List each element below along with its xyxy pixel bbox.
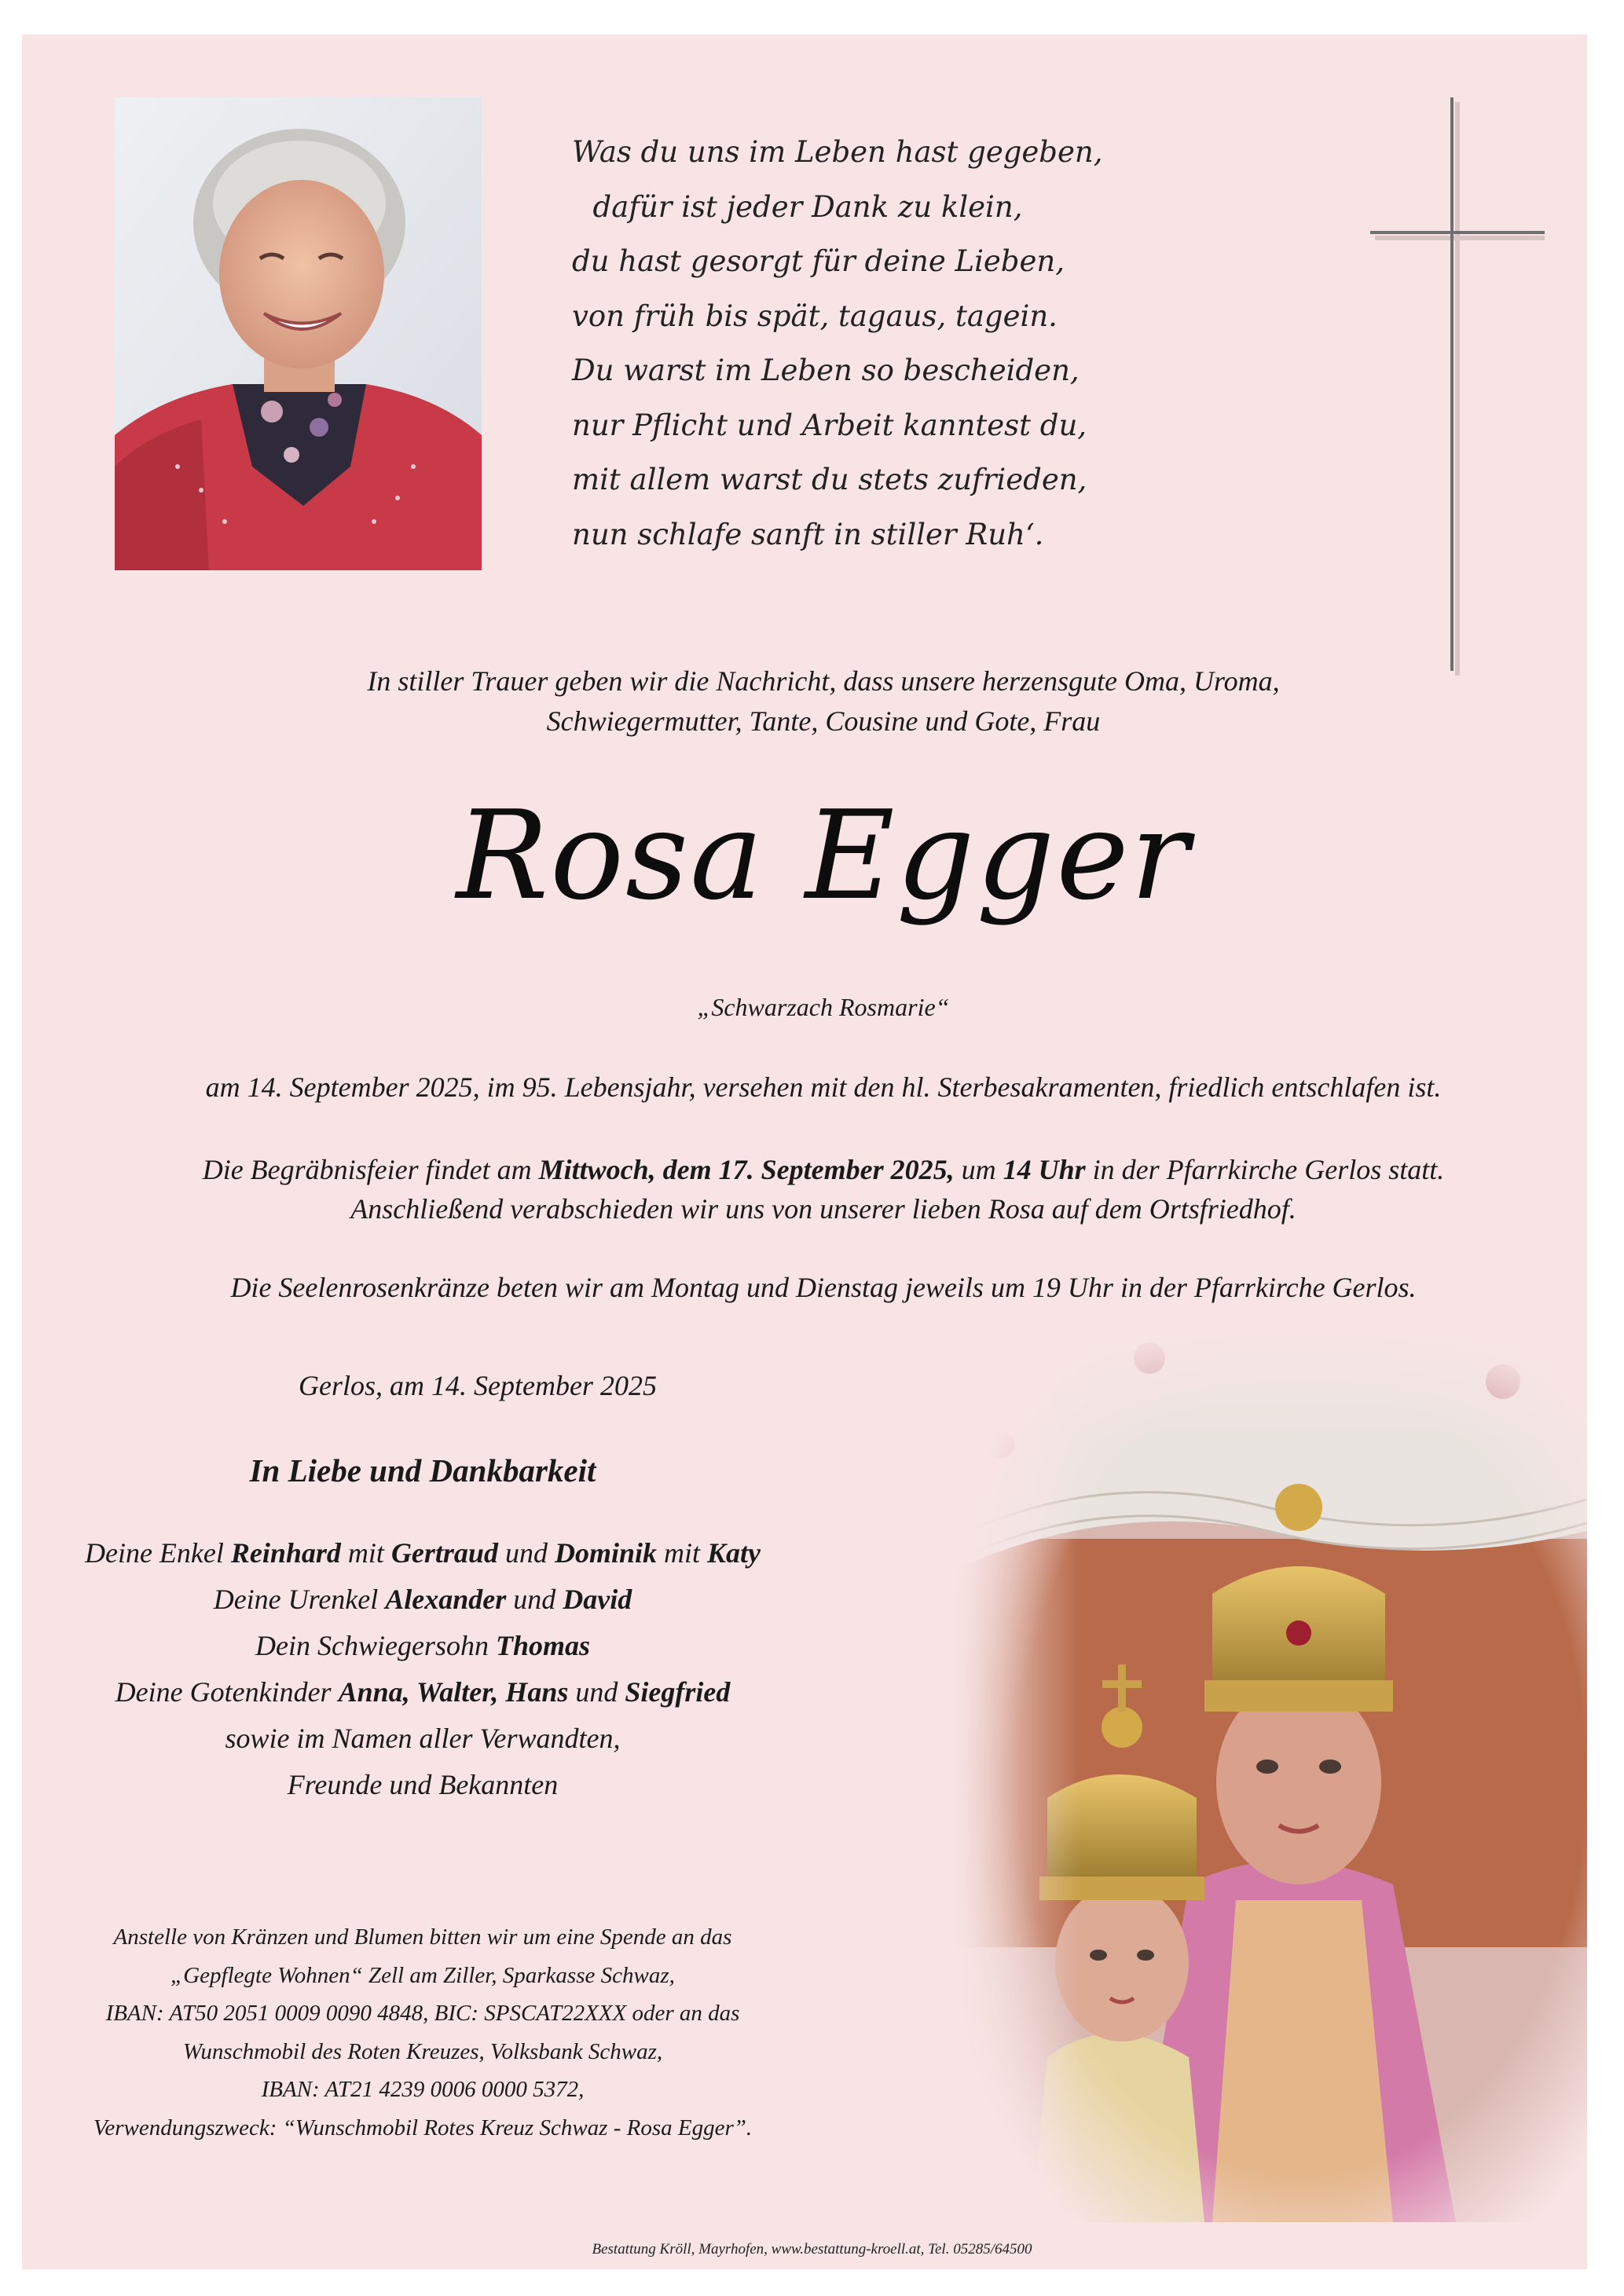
funeral-home-footer: Bestattung Kröll, Mayrhofen, www.bestattung-kroell.at, Tel. 05285/64500 [592, 2241, 1032, 2258]
family-line [61, 1623, 784, 1669]
family-name: Anna, Walter, Hans [338, 1676, 569, 1708]
poem-line: mit allem warst du stets zufrieden, [572, 463, 1087, 496]
gratitude-heading: In Liebe und Dankbarkeit [249, 1452, 596, 1489]
funeral-line-2: Anschließend verabschieden wir uns von unserer lieben Rosa auf dem Ortsfriedhof. [350, 1193, 1296, 1225]
family-line: Freunde und Bekannten [287, 1769, 559, 1800]
text: Deine Gotenkinder [115, 1676, 339, 1708]
funeral-line-1 [22, 1150, 1587, 1190]
donation-line: Anstelle von Kränzen und Blumen bitten wir um eine Spende an das [113, 1924, 732, 1950]
family-line: sowie im Namen aller Verwandten, [225, 1723, 621, 1754]
family-name: Alexander [385, 1584, 507, 1615]
poem-line: dafür ist jeder Dank zu klein, [592, 189, 1023, 224]
announcement-line: In stiller Trauer geben wir die Nachricht, dass unsere herzensgute Oma, Uroma, [367, 665, 1280, 697]
portrait-photo [115, 97, 482, 570]
family-line [61, 1669, 784, 1716]
text: und [506, 1584, 563, 1615]
family-name: Dominik [554, 1537, 657, 1569]
family-name: Gertraud [390, 1537, 498, 1569]
announcement [22, 661, 1587, 742]
donation-line: Verwendungszweck: “Wunschmobil Rotes Kreuz Schwaz - Rosa Egger”. [93, 2115, 753, 2140]
text: und [568, 1676, 625, 1708]
text: mit [340, 1537, 391, 1569]
funeral-suffix: in der Pfarrkirche Gerlos statt. [1085, 1154, 1445, 1185]
text: mit [657, 1537, 708, 1569]
family-name: Katy [707, 1537, 761, 1569]
donation-line: IBAN: AT21 4239 0006 0000 5372, [261, 2077, 585, 2102]
madonna-photo [953, 1335, 1587, 2222]
donation-line: IBAN: AT50 2051 0009 0090 4848, BIC: SPSCAT22XXX oder an das [105, 2001, 740, 2026]
funeral-mid: um [954, 1154, 1003, 1185]
rosary-notice: Die Seelenrosenkränze beten wir am Montag und Dienstag jeweils um 19 Uhr in der Pfarrkirche Gerlos. [230, 1272, 1417, 1303]
madonna-illustration [953, 1335, 1587, 2222]
deceased-nickname: „Schwarzach Rosmarie“ [697, 993, 950, 1021]
text: Dein Schwiegersohn [255, 1630, 496, 1661]
deceased-name: Rosa Egger [456, 784, 1191, 927]
funeral-prefix: Die Begräbnisfeier findet am [202, 1154, 539, 1185]
donation-line: „Gepflegte Wohnen“ Zell am Ziller, Sparkasse Schwaz, [170, 1962, 675, 1988]
family-name: Siegfried [625, 1676, 731, 1708]
text: und [497, 1537, 555, 1569]
poem-line: nun schlafe sanft in stiller Ruh‘. [572, 517, 1044, 551]
family-name: Thomas [495, 1630, 590, 1661]
poem-line: du hast gesorgt für deine Lieben, [572, 244, 1065, 278]
text: Deine Enkel [84, 1537, 231, 1569]
announcement-line: Schwiegermutter, Tante, Cousine und Gote, Frau [546, 705, 1101, 737]
poem-line: nur Pflicht und Arbeit kanntest du, [572, 408, 1087, 442]
family-name: Reinhard [230, 1537, 341, 1569]
cross-icon [1356, 97, 1545, 679]
portrait-illustration [115, 97, 482, 570]
donation-request [61, 1918, 784, 2147]
death-notice: am 14. September 2025, im 95. Lebensjahr, versehen mit den hl. Sterbesakramenten, friedlich entschlafen ist. [205, 1071, 1442, 1103]
obituary-card [22, 35, 1587, 2269]
funeral-date: Mittwoch, dem 17. September 2025, [538, 1154, 955, 1185]
funeral-time: 14 Uhr [1003, 1154, 1086, 1185]
family-line [61, 1530, 784, 1576]
family-line [61, 1576, 784, 1623]
donation-line: Wunschmobil des Roten Kreuzes, Volksbank Schwaz, [182, 2038, 663, 2064]
place-date: Gerlos, am 14. September 2025 [299, 1370, 657, 1401]
poem-line: von früh bis spät, tagaus, tagein. [572, 298, 1058, 333]
text: Deine Urenkel [213, 1584, 386, 1615]
poem [572, 125, 1103, 562]
poem-line: Du warst im Leben so bescheiden, [572, 353, 1080, 387]
family-name: David [563, 1584, 632, 1615]
poem-line: Was du uns im Leben hast gegeben, [572, 135, 1103, 169]
family-list [61, 1530, 784, 1808]
